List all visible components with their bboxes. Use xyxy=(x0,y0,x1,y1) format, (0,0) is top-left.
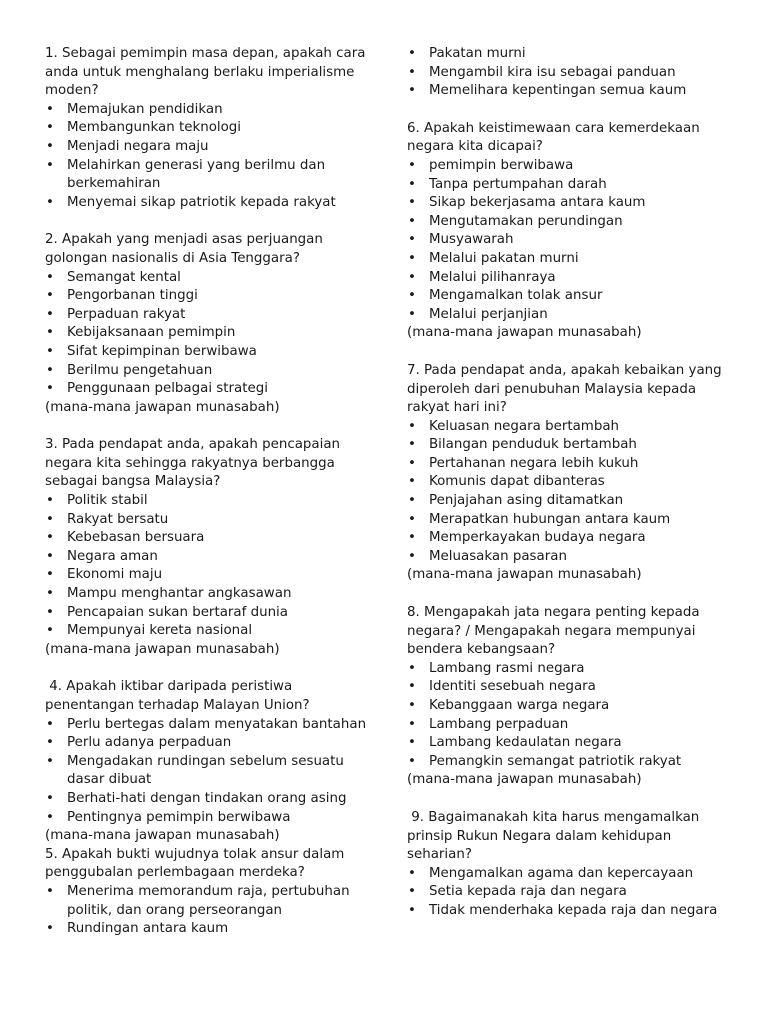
answer-item: • Melalui pilihanraya xyxy=(407,269,737,288)
answer-item: • Perlu adanya perpaduan xyxy=(45,734,375,753)
answer-item: • Perpaduan rakyat xyxy=(45,306,375,325)
answer-item: • Kebanggaan warga negara xyxy=(407,697,737,716)
answer-item: • Identiti sesebuah negara xyxy=(407,678,737,697)
answer-item: • Menyemai sikap patriotik kepada rakyat xyxy=(45,194,375,213)
question-1 xyxy=(45,45,375,212)
question-text: 9. Bagaimanakah kita harus mengamalkan prinsip Rukun Negara dalam kehidupan seharian? xyxy=(407,809,704,863)
answer-list xyxy=(45,883,375,939)
answer-item: • Memelihara kepentingan semua kaum xyxy=(407,82,737,101)
answer-item: • Penggunaan pelbagai strategi xyxy=(45,380,375,399)
answer-list xyxy=(407,45,737,101)
answer-item: • Sikap bekerjasama antara kaum xyxy=(407,194,737,213)
question-2 xyxy=(45,231,375,417)
answer-item: • Mengamalkan tolak ansur xyxy=(407,287,737,306)
question-text: 3. Pada pendapat anda, apakah pencapaian negara kita sehingga rakyatnya berbangga sebagai bangsa Malaysia? xyxy=(45,437,341,490)
answer-item: • Pemangkin semangat patriotik rakyat xyxy=(407,753,737,772)
answer-item: • Mengamalkan agama dan kepercayaan xyxy=(407,865,737,884)
answer-item: • Melalui perjanjian xyxy=(407,306,737,325)
answer-item: • Rundingan antara kaum xyxy=(45,920,375,939)
answer-item: • Tanpa pertumpahan darah xyxy=(407,176,737,195)
answer-item: • Mempunyai kereta nasional xyxy=(45,622,375,641)
answer-item: • Menerima memorandum raja, pertubuhan politik, dan orang perseorangan xyxy=(45,883,375,920)
answer-item: • Pakatan murni xyxy=(407,45,737,64)
answer-item: • Politik stabil xyxy=(45,492,375,511)
question-9 xyxy=(407,809,737,921)
answer-list xyxy=(407,157,737,324)
answer-item: • Kebebasan bersuara xyxy=(45,529,375,548)
question-text: 8. Mengapakah jata negara penting kepada negara? / Mengapakah negara mempunyai bendera kebangsaan? xyxy=(407,605,700,658)
answer-list xyxy=(407,418,737,567)
answer-item: • Negara aman xyxy=(45,548,375,567)
answer-list xyxy=(45,269,375,399)
answer-item: • Pertahanan negara lebih kukuh xyxy=(407,455,737,474)
answer-list xyxy=(407,660,737,772)
answer-item: • Mengutamakan perundingan xyxy=(407,213,737,232)
question-text: 4. Apakah iktibar daripada peristiwa penentangan terhadap Malayan Union? xyxy=(45,679,310,713)
answer-item: • Pengorbanan tinggi xyxy=(45,287,375,306)
question-text: 5. Apakah bukti wujudnya tolak ansur dalam penggubalan perlembagaan merdeka? xyxy=(45,846,345,881)
answer-item: • Merapatkan hubungan antara kaum xyxy=(407,511,737,530)
answer-item: • Berhati-hati dengan tindakan orang asing xyxy=(45,790,375,809)
answer-item: • Mengambil kira isu sebagai panduan xyxy=(407,64,737,83)
answer-note: (mana-mana jawapan munasabah) xyxy=(45,641,280,657)
answer-item: • Musyawarah xyxy=(407,231,737,250)
answer-item: • Lambang perpaduan xyxy=(407,716,737,735)
question-text: 6. Apakah keistimewaan cara kemerdekaan negara kita dicapai? xyxy=(407,120,700,155)
answer-item: • Ekonomi maju xyxy=(45,566,375,585)
answer-item: • Sifat kepimpinan berwibawa xyxy=(45,343,375,362)
answer-item: • Bilangan penduduk bertambah xyxy=(407,436,737,455)
answer-note: (mana-mana jawapan munasabah) xyxy=(407,772,642,788)
question-text: 2. Apakah yang menjadi asas perjuangan golongan nasionalis di Asia Tenggara? xyxy=(45,232,323,266)
answer-item: • Pencapaian sukan bertaraf dunia xyxy=(45,604,375,623)
answer-item: • Setia kepada raja dan negara xyxy=(407,883,737,902)
answer-item: • Meluasakan pasaran xyxy=(407,548,737,567)
question-7 xyxy=(407,362,737,585)
question-5-continued xyxy=(407,45,737,101)
question-4 xyxy=(45,678,375,845)
answer-list xyxy=(45,101,375,213)
answer-item: • Semangat kental xyxy=(45,269,375,288)
answer-item: • Kebijaksanaan pemimpin xyxy=(45,324,375,343)
right-column xyxy=(407,45,737,921)
answer-item: • Melahirkan generasi yang berilmu dan berkemahiran xyxy=(45,157,375,194)
answer-item: • Pentingnya pemimpin berwibawa xyxy=(45,809,375,828)
question-8 xyxy=(407,604,737,790)
answer-item: • Rakyat bersatu xyxy=(45,511,375,530)
answer-item: • Memperkayakan budaya negara xyxy=(407,529,737,548)
answer-item: • Lambang rasmi negara xyxy=(407,660,737,679)
answer-item: • Menjadi negara maju xyxy=(45,138,375,157)
answer-item: • Perlu bertegas dalam menyatakan bantahan xyxy=(45,716,375,735)
answer-list xyxy=(45,492,375,641)
answer-item: • Penjajahan asing ditamatkan xyxy=(407,492,737,511)
question-6 xyxy=(407,120,737,343)
answer-note: (mana-mana jawapan munasabah) xyxy=(407,567,642,583)
question-3 xyxy=(45,436,375,659)
answer-item: • Mengadakan rundingan sebelum sesuatu dasar dibuat xyxy=(45,753,375,790)
question-5 xyxy=(45,846,375,939)
answer-note: (mana-mana jawapan munasabah) xyxy=(45,828,280,844)
question-text: 1. Sebagai pemimpin masa depan, apakah cara anda untuk menghalang berlaku imperialisme moden? xyxy=(45,46,366,99)
question-text: 7. Pada pendapat anda, apakah kebaikan yang diperoleh dari penubuhan Malaysia kepada rakyat hari ini? xyxy=(407,362,722,416)
answer-item: • Komunis dapat dibanteras xyxy=(407,473,737,492)
answer-item: • Tidak menderhaka kepada raja dan negara xyxy=(407,902,737,921)
answer-list xyxy=(407,865,737,921)
answer-item: • Lambang kedaulatan negara xyxy=(407,734,737,753)
answer-note: (mana-mana jawapan munasabah) xyxy=(407,325,642,341)
answer-item: • Membangunkan teknologi xyxy=(45,119,375,138)
answer-item: • Memajukan pendidikan xyxy=(45,101,375,120)
answer-item: • pemimpin berwibawa xyxy=(407,157,737,176)
answer-item: • Mampu menghantar angkasawan xyxy=(45,585,375,604)
answer-note: (mana-mana jawapan munasabah) xyxy=(45,399,280,415)
left-column xyxy=(45,45,375,939)
answer-list xyxy=(45,716,375,828)
answer-item: • Keluasan negara bertambah xyxy=(407,418,737,437)
answer-item: • Melalui pakatan murni xyxy=(407,250,737,269)
answer-item: • Berilmu pengetahuan xyxy=(45,362,375,381)
